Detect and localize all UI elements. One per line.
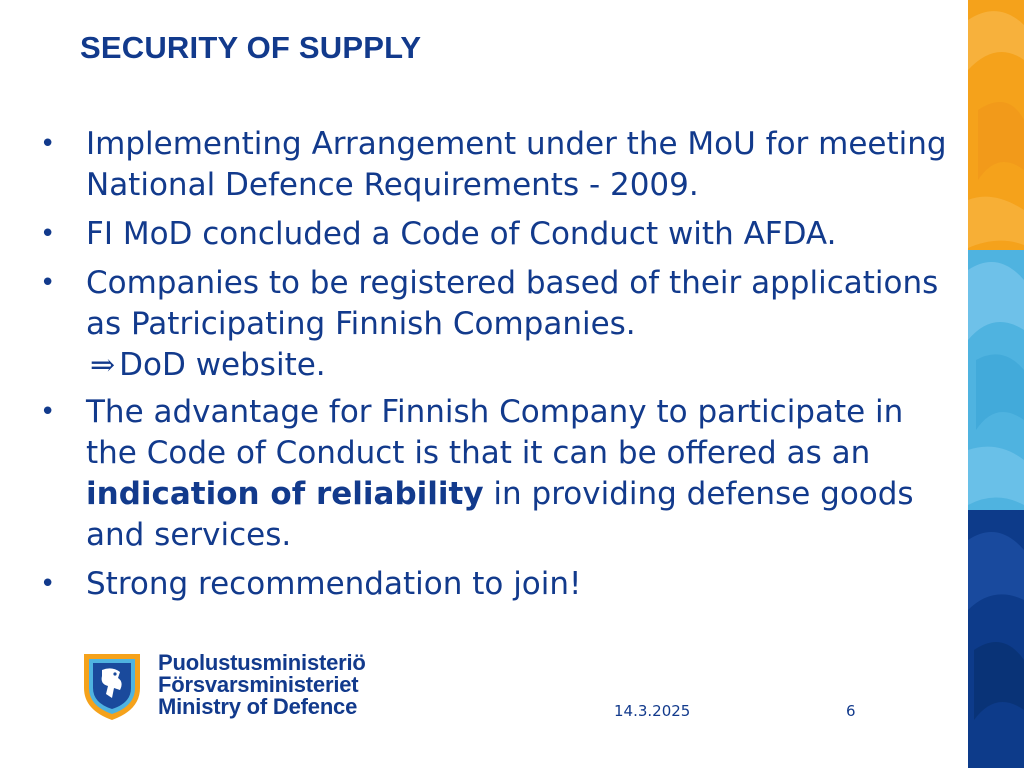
logo-wordmark	[158, 652, 366, 718]
page-number: 6	[846, 702, 856, 720]
slide-title: SECURITY OF SUPPLY	[80, 30, 422, 65]
bullet-text: Companies to be registered based of their applications as Patricipating Finnish Companies.	[86, 265, 939, 342]
bullet-marker: •	[40, 129, 56, 159]
bullet-item-1	[36, 124, 956, 206]
sub-item-text: DoD website.	[119, 347, 326, 383]
bullet-marker: •	[40, 397, 56, 427]
bullet-list	[36, 124, 956, 613]
bullet-item-3	[36, 263, 956, 345]
bullet-item-4	[36, 392, 956, 556]
sub-item-dod-website	[36, 345, 956, 386]
bullet-text-after: in providing defense goods and services.	[86, 476, 914, 553]
lion-shield-icon	[78, 648, 146, 722]
bullet-text: Implementing Arrangement under the MoU for meeting National Defence Requirements - 2009.	[86, 126, 947, 203]
bullet-item-5	[36, 564, 956, 605]
bullet-text: FI MoD concluded a Code of Conduct with AFDA.	[86, 216, 837, 252]
logo-line-finnish: Puolustusministeriö	[158, 650, 366, 675]
logo-line-swedish: Försvarsministeriet	[158, 672, 359, 697]
bullet-text-before: The advantage for Finnish Company to participate in the Code of Conduct is that it can be offered as an	[86, 394, 904, 471]
bullet-marker: •	[40, 219, 56, 249]
logo-line-english: Ministry of Defence	[158, 694, 358, 719]
decorative-side-band	[968, 0, 1024, 768]
footer-date: 14.3.2025	[614, 702, 691, 720]
decorative-lion-pattern-icon	[968, 0, 1024, 768]
bullet-marker: •	[40, 569, 56, 599]
bullet-text: Strong recommendation to join!	[86, 566, 582, 602]
implies-arrow-icon: ⇒	[90, 348, 116, 383]
bullet-text-bold: indication of reliability	[86, 476, 484, 512]
bullet-marker: •	[40, 268, 56, 298]
bullet-item-2	[36, 214, 956, 255]
ministry-logo	[78, 648, 398, 724]
